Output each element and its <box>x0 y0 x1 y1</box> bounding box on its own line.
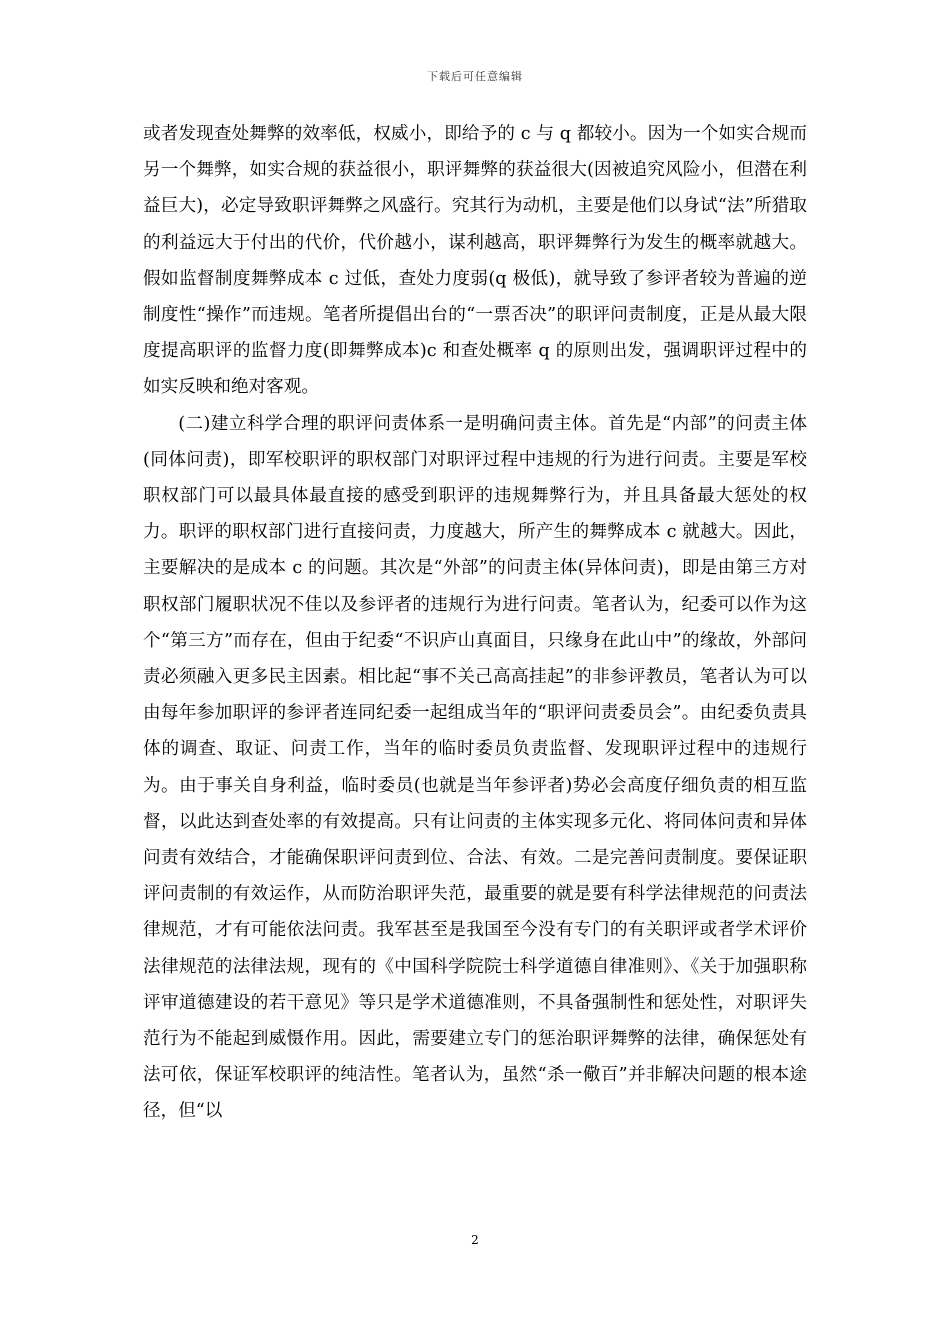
page-number: 2 <box>471 1233 479 1247</box>
page-header: 下载后可任意编辑 <box>427 70 523 83</box>
paragraph-1: 或者发现查处舞弊的效率低，权威小，即给予的 c 与 q 都较小。因为一个如实合规而另一个舞弊，如实合规的获益很小，职评舞弊的获益很大(因被追究风险小，但潜在利益巨大)，必定导致职评舞弊之风盛行。究其行为动机，主要是他们以身试“法”所猎取的利益远大于付出的代价，代价越小，谋利越高，职评舞弊行为发生的概率就越大。假如监督制度舞弊成本 c 过低，查处力度弱(q 极低)，就导致了参评者较为普遍的逆制度性“操作”而违规。笔者所提倡出台的“一票否决”的职评问责制度，正是从最大限度提高职评的监督力度(即舞弊成本)c 和查处概率 q 的原则出发，强调职评过程中的如实反映和绝对客观。 <box>143 124 807 398</box>
body-text <box>143 116 807 1130</box>
paragraph-2: (二)建立科学合理的职评问责体系一是明确问责主体。首先是“内部”的问责主体(同体问责)，即军校职评的职权部门对职评过程中违规的行为进行问责。主要是军校职权部门可以最具体最直接的感受到职评的违规舞弊行为，并且具备最大惩处的权力。职评的职权部门进行直接问责，力度越大，所产生的舞弊成本 c 就越大。因此，主要解决的是成本 c 的问题。其次是“外部”的问责主体(异体问责)，即是由第三方对职权部门履职状况不佳以及参评者的违规行为进行问责。笔者认为，纪委可以作为这个“第三方”而存在，但由于纪委“不识庐山真面目，只缘身在此山中”的缘故，外部问责必须融入更多民主因素。相比起“事不关己高高挂起”的非参评教员，笔者认为可以由每年参加职评的参评者连同纪委一起组成当年的“职评问责委员会”。由纪委负责具体的调查、取证、问责工作，当年的临时委员负责监督、发现职评过程中的违规行为。由于事关自身利益，临时委员(也就是当年参评者)势必会高度仔细负责的相互监督，以此达到查处率的有效提高。只有让问责的主体实现多元化、将同体问责和异体问责有效结合，才能确保职评问责到位、合法、有效。二是完善问责制度。要保证职评问责制的有效运作，从而防治职评失范，最重要的就是要有科学法律规范的问责法律规范，才有可能依法问责。我军甚至是我国至今没有专门的有关职评或者学术评价法律规范的法律法规，现有的《中国科学院院士科学道德自律准则》、《关于加强职称评审道德建设的若干意见》等只是学术道德准则，不具备强制性和惩处性，对职评失范行为不能起到威慑作用。因此，需要建立专门的惩治职评舞弊的法律，确保惩处有法可依，保证军校职评的纯洁性。笔者认为，虽然“杀一儆百”并非解决问题的根本途径，但“以 <box>143 413 807 1122</box>
